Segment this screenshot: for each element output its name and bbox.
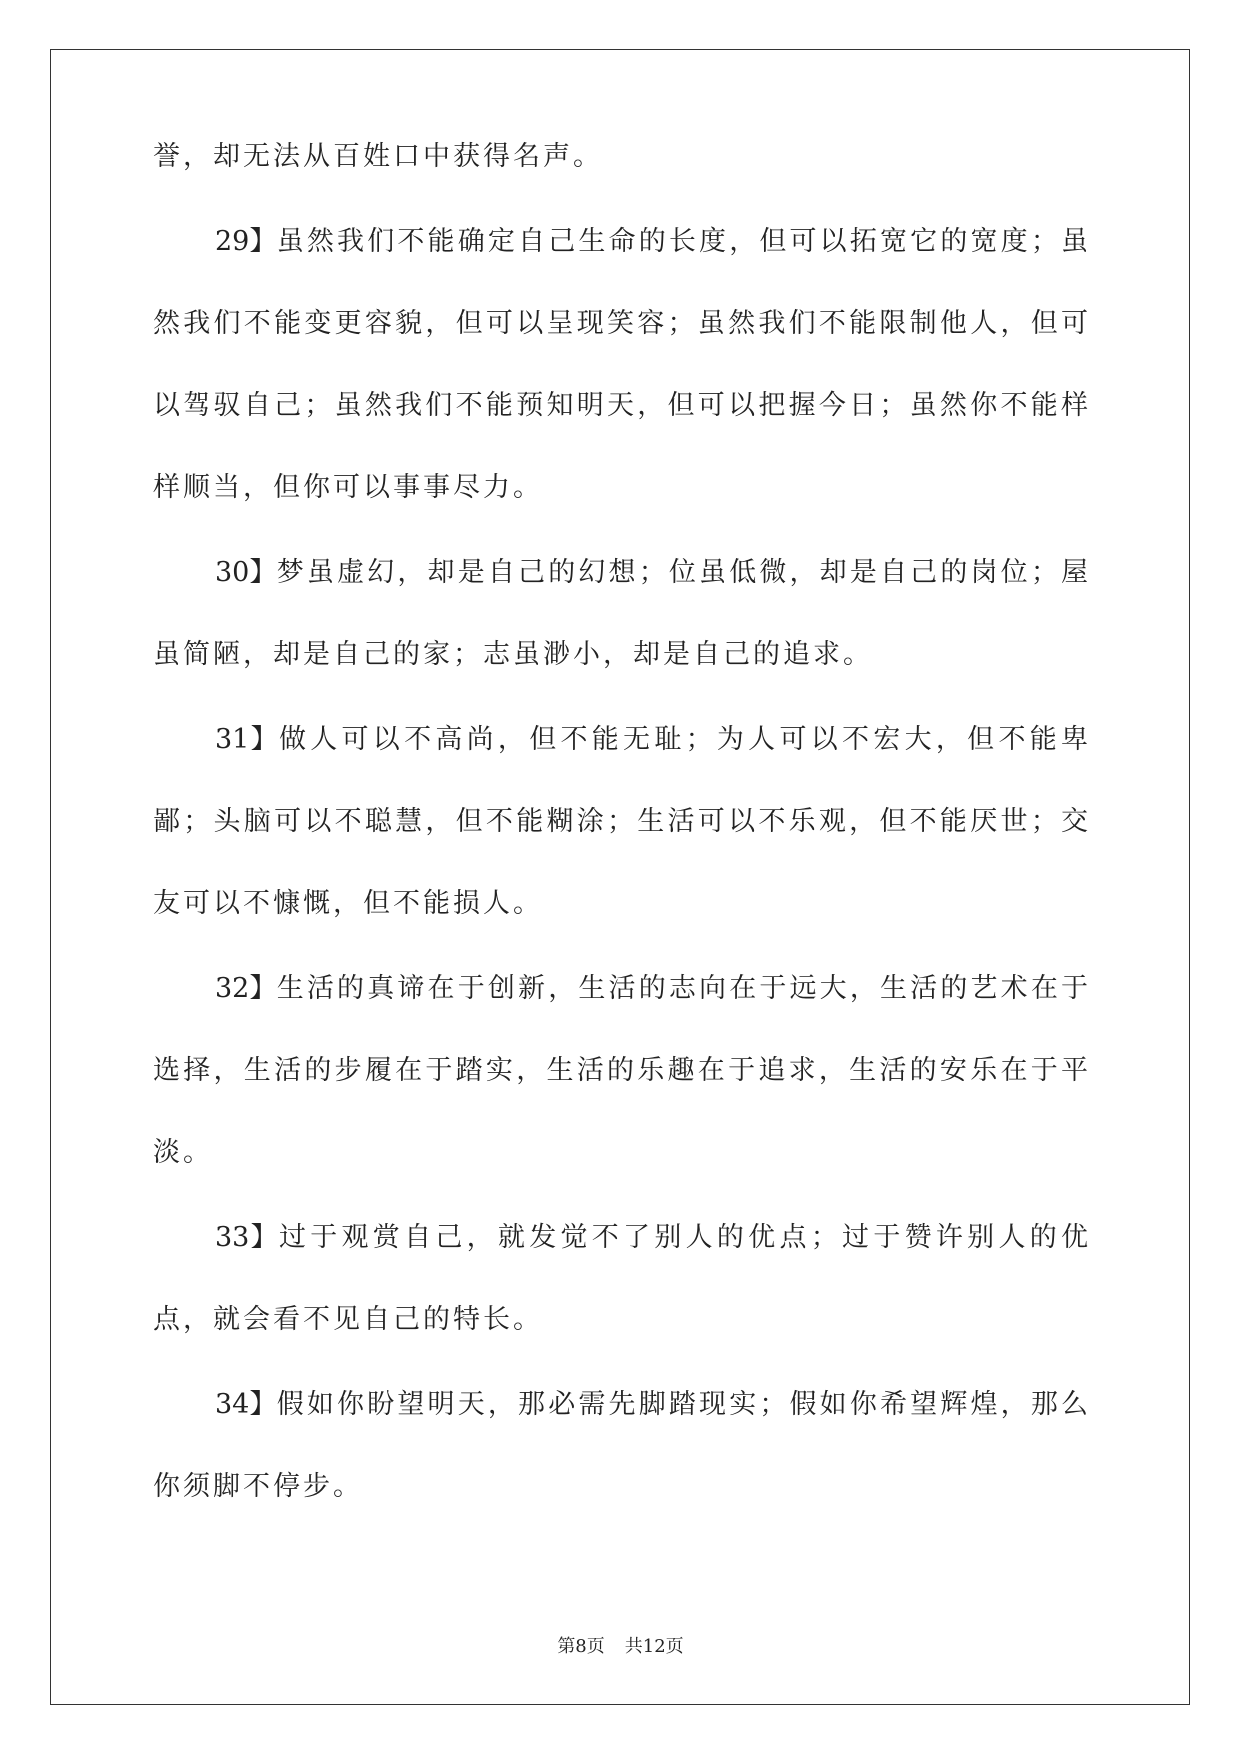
- paragraph-33: [153, 1197, 1091, 1361]
- paragraph-32: [153, 948, 1091, 1194]
- paragraph-number: 33】: [215, 1222, 279, 1253]
- page-footer: [0, 1632, 1241, 1658]
- document-body: [153, 141, 1092, 1531]
- paragraph-text: 假如你盼望明天，那必需先脚踏现实；假如你希望辉煌，那么你须脚不停步。: [153, 1389, 1092, 1502]
- paragraph-text: 虽然我们不能确定自己生命的长度，但可以拓宽它的宽度；虽然我们不能变更容貌，但可以呈现笑容；虽然我们不能限制他人，但可以驾驭自己；虽然我们不能预知明天，但可以把握今日；虽然你不能样样顺当，但你可以事事尽力。: [153, 226, 1092, 503]
- paragraph-30: [153, 532, 1091, 696]
- paragraph-number: 29】: [215, 226, 277, 257]
- paragraph-34: [153, 1364, 1091, 1528]
- page-total: 共12页: [624, 1636, 684, 1657]
- paragraph-31: [153, 699, 1091, 945]
- paragraph-text: 梦虽虚幻，却是自己的幻想；位虽低微，却是自己的岗位；屋虽简陋，却是自己的家；志虽渺小，却是自己的追求。: [153, 557, 1092, 670]
- paragraph-text: 生活的真谛在于创新，生活的志向在于远大，生活的艺术在于选择，生活的步履在于踏实，生活的乐趣在于追求，生活的安乐在于平淡。: [153, 973, 1092, 1168]
- paragraph-text: 做人可以不高尚，但不能无耻；为人可以不宏大，但不能卑鄙；头脑可以不聪慧，但不能糊涂；生活可以不乐观，但不能厌世；交友可以不慷慨，但不能损人。: [153, 724, 1092, 919]
- page-number: 第8页: [557, 1636, 605, 1657]
- paragraph-number: 30】: [215, 557, 277, 588]
- paragraph-text: 过于观赏自己，就发觉不了别人的优点；过于赞许别人的优点，就会看不见自己的特长。: [153, 1222, 1092, 1335]
- paragraph-28-continuation: [153, 116, 1091, 198]
- paragraph-number: 32】: [215, 973, 277, 1004]
- paragraph-number: 34】: [215, 1389, 277, 1420]
- paragraph-number: 31】: [215, 724, 279, 755]
- paragraph-29: [153, 201, 1091, 529]
- paragraph-text: 誉，却无法从百姓口中获得名声。: [153, 141, 603, 172]
